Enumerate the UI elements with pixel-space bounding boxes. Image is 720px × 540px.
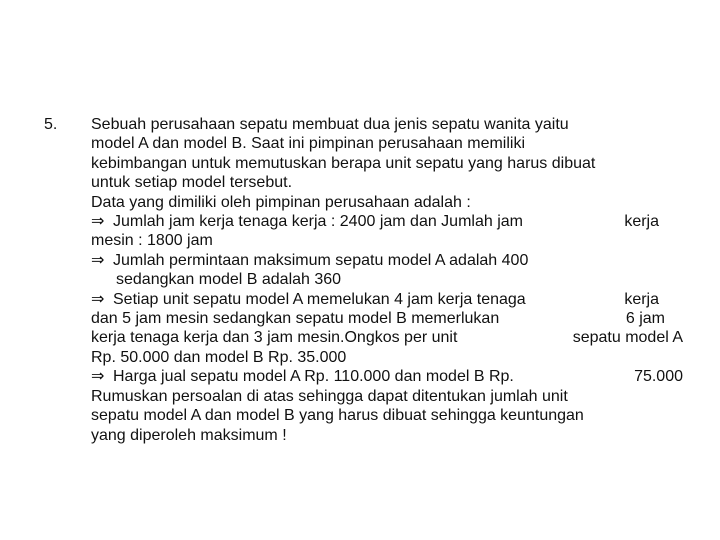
bullet-2-text: Jumlah permintaan maksimum sepatu model A adalah 400 — [113, 251, 529, 269]
implies-arrow-icon: ⇒ — [91, 290, 105, 308]
bullet-3-line-1 — [91, 290, 683, 309]
bullet-3-line-4: Rp. 50.000 dan model B Rp. 35.000 — [91, 348, 347, 366]
bullet-1-end: kerja — [624, 213, 659, 231]
bullet-3-line-3 — [91, 328, 683, 347]
implies-arrow-icon: ⇒ — [91, 368, 105, 386]
bullet-3-line-2-end: 6 jam — [625, 310, 665, 328]
bullet-2-line-2: sedangkan model B adalah 360 — [116, 271, 342, 289]
bullet-3-line-1-end: kerja — [624, 290, 659, 308]
bullet-3-line-2 — [91, 309, 683, 328]
closing-line-3: yang diperoleh maksimum ! — [91, 426, 287, 444]
bullet-1-text: Jumlah jam kerja tenaga kerja : 2400 jam dan Jumlah jam — [113, 213, 523, 231]
bullet-3-line-3-end: sepatu model A — [572, 329, 683, 347]
bullet-1-line-1 — [91, 212, 683, 231]
bullet-3-text: Setiap unit sepatu model A memelukan 4 jam kerja tenaga — [113, 290, 526, 308]
item-number: 5. — [44, 116, 58, 133]
implies-arrow-icon: ⇒ — [91, 213, 105, 231]
bullet-4-end: 75.000 — [634, 368, 683, 386]
implies-arrow-icon: ⇒ — [91, 251, 105, 269]
intro-line-3: kebimbangan untuk memutuskan berapa unit sepatu yang harus dibuat — [91, 154, 596, 172]
problem-text — [91, 115, 683, 445]
intro-line-2: model A dan model B. Saat ini pimpinan perusahaan memiliki — [91, 135, 526, 153]
bullet-4-line-1 — [91, 367, 683, 386]
bullet-3-line-2-text: dan 5 jam mesin sedangkan sepatu model B memerlukan — [91, 310, 500, 328]
bullet-3-line-3-text: kerja tenaga kerja dan 3 jam mesin.Ongkos per unit — [91, 329, 458, 347]
bullet-1-line-2: mesin : 1800 jam — [91, 232, 213, 250]
intro-line-4: untuk setiap model tersebut. — [91, 174, 293, 192]
bullet-4-text: Harga jual sepatu model A Rp. 110.000 dan model B Rp. — [113, 368, 514, 386]
intro-line-1: Sebuah perusahaan sepatu membuat dua jenis sepatu wanita yaitu — [91, 116, 569, 133]
closing-line-1: Rumuskan persoalan di atas sehingga dapat ditentukan jumlah unit — [91, 387, 568, 405]
data-heading: Data yang dimiliki oleh pimpinan perusahaan adalah : — [91, 193, 471, 211]
closing-line-2: sepatu model A dan model B yang harus dibuat sehingga keuntungan — [91, 407, 584, 425]
bullet-2-line-1 — [91, 251, 683, 270]
